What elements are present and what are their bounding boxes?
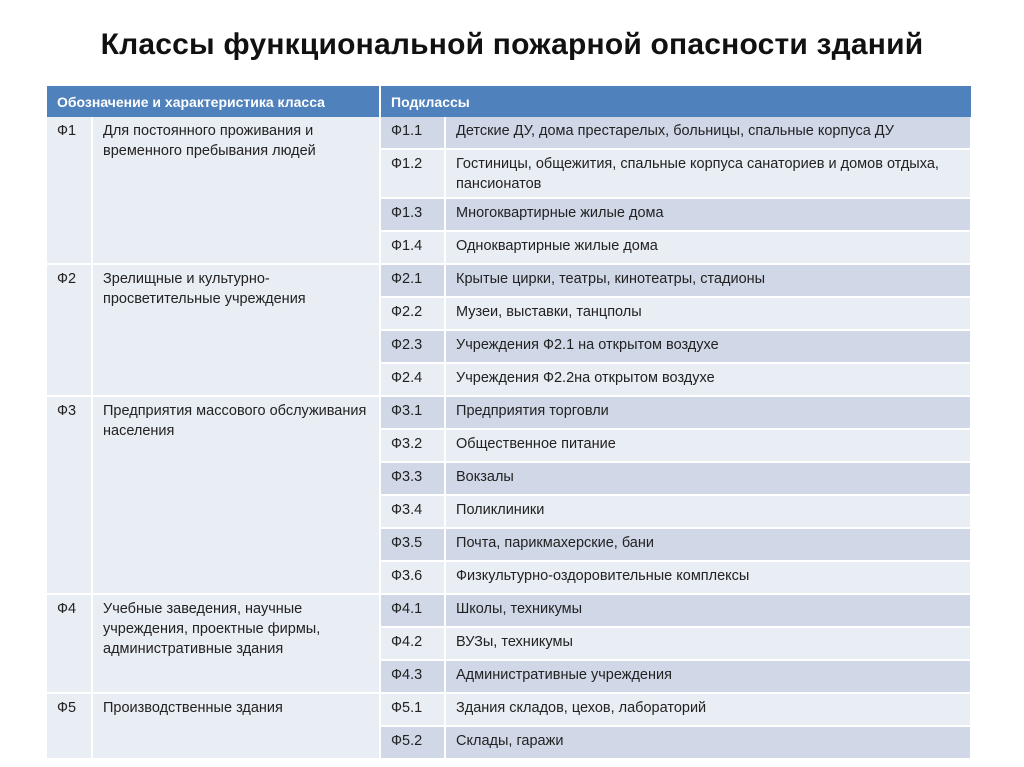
subclass-description: Поликлиники <box>445 495 971 528</box>
class-code: Ф4 <box>47 594 92 693</box>
subclass-description: Многоквартирные жилые дома <box>445 198 971 231</box>
class-code: Ф2 <box>47 264 92 396</box>
subclass-description: Крытые цирки, театры, кинотеатры, стадионы <box>445 264 971 297</box>
subclass-code: Ф3.6 <box>380 561 445 594</box>
table-body <box>47 117 971 759</box>
header-class: Обозначение и характеристика класса <box>47 86 380 117</box>
subclass-code: Ф3.5 <box>380 528 445 561</box>
subclass-description: Общественное питание <box>445 429 971 462</box>
table-row <box>47 117 971 149</box>
subclass-code: Ф2.2 <box>380 297 445 330</box>
subclass-code: Ф4.2 <box>380 627 445 660</box>
subclass-code: Ф3.1 <box>380 396 445 429</box>
subclass-description: Склады, гаражи <box>445 726 971 759</box>
table-row <box>47 396 971 429</box>
subclass-code: Ф5.1 <box>380 693 445 726</box>
class-description: Предприятия массового обслуживания населения <box>92 396 380 594</box>
subclass-description: Почта, парикмахерские, бани <box>445 528 971 561</box>
subclass-code: Ф3.2 <box>380 429 445 462</box>
subclass-description: Учреждения Ф2.2на открытом воздухе <box>445 363 971 396</box>
subclass-description: Школы, техникумы <box>445 594 971 627</box>
subclass-description: ВУЗы, техникумы <box>445 627 971 660</box>
header-subclasses: Подклассы <box>380 86 971 117</box>
subclass-description: Гостиницы, общежития, спальные корпуса санаториев и домов отдыха, пансионатов <box>445 149 971 198</box>
subclass-code: Ф2.4 <box>380 363 445 396</box>
subclass-code: Ф2.1 <box>380 264 445 297</box>
subclass-description: Одноквартирные жилые дома <box>445 231 971 264</box>
subclass-description: Учреждения Ф2.1 на открытом воздухе <box>445 330 971 363</box>
subclass-description: Детские ДУ, дома престарелых, больницы, спальные корпуса ДУ <box>445 117 971 149</box>
subclass-code: Ф5.2 <box>380 726 445 759</box>
table-row <box>47 693 971 726</box>
table-row <box>47 264 971 297</box>
subclass-code: Ф1.2 <box>380 149 445 198</box>
subclass-description: Административные учреждения <box>445 660 971 693</box>
subclass-description: Здания складов, цехов, лабораторий <box>445 693 971 726</box>
subclass-code: Ф1.1 <box>380 117 445 149</box>
class-description: Зрелищные и культурно-просветительные учреждения <box>92 264 380 396</box>
class-description: Учебные заведения, научные учреждения, проектные фирмы, административные здания <box>92 594 380 693</box>
table-header-row <box>47 86 971 117</box>
subclass-code: Ф3.4 <box>380 495 445 528</box>
subclass-description: Вокзалы <box>445 462 971 495</box>
class-description: Производственные здания <box>92 693 380 759</box>
subclass-code: Ф1.4 <box>380 231 445 264</box>
class-code: Ф3 <box>47 396 92 594</box>
subclass-code: Ф4.3 <box>380 660 445 693</box>
subclass-code: Ф3.3 <box>380 462 445 495</box>
fire-class-table <box>47 86 972 760</box>
page-title: Классы функциональной пожарной опасности зданий <box>100 28 924 61</box>
subclass-code: Ф2.3 <box>380 330 445 363</box>
class-code: Ф1 <box>47 117 92 264</box>
subclass-code: Ф1.3 <box>380 198 445 231</box>
table-row <box>47 594 971 627</box>
class-description: Для постоянного проживания и временного пребывания людей <box>92 117 380 264</box>
subclass-code: Ф4.1 <box>380 594 445 627</box>
subclass-description: Музеи, выставки, танцполы <box>445 297 971 330</box>
subclass-description: Физкультурно-оздоровительные комплексы <box>445 561 971 594</box>
class-code: Ф5 <box>47 693 92 759</box>
subclass-description: Предприятия торговли <box>445 396 971 429</box>
